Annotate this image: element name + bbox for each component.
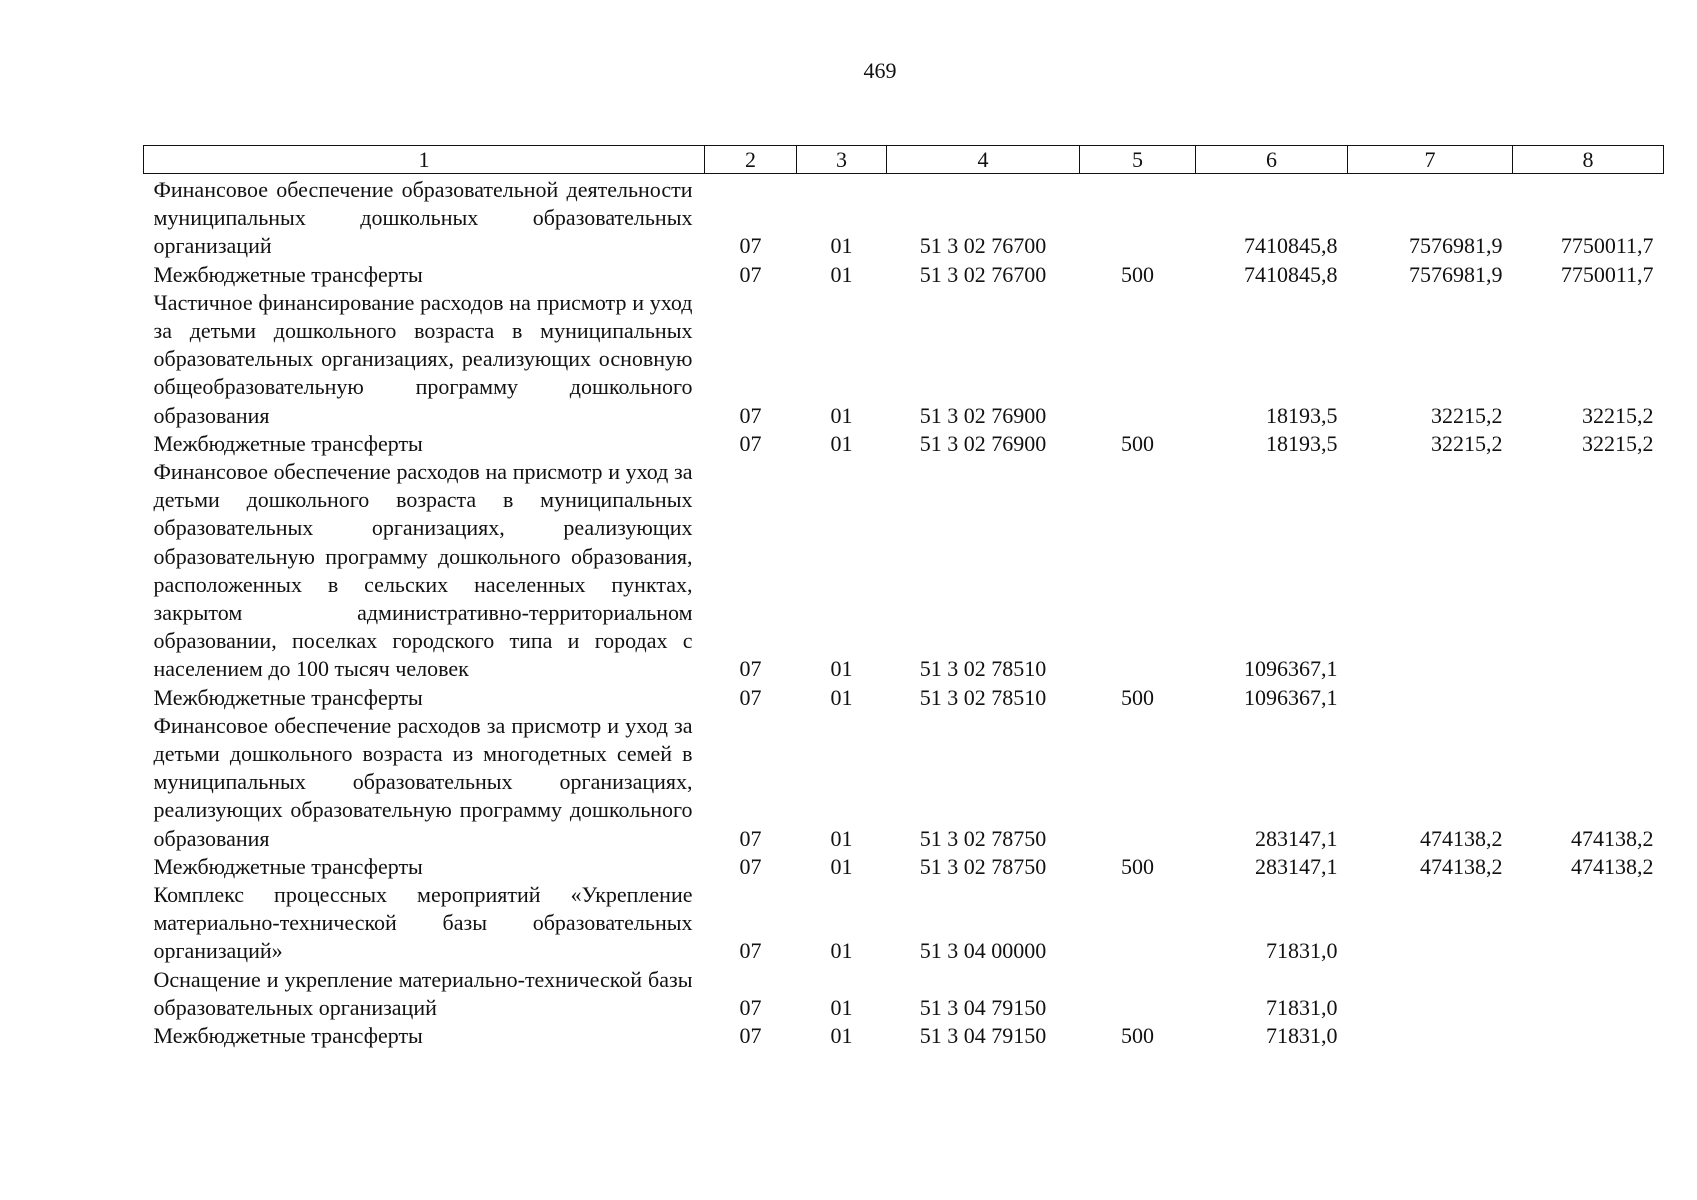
amount-col-7: 32215,2 — [1431, 430, 1503, 456]
table-body — [144, 174, 1664, 1051]
target-article-code: 51 3 02 78510 — [919, 656, 1047, 682]
expense-type-code — [1080, 458, 1196, 684]
target-article-code: 51 3 02 78750 — [919, 825, 1047, 851]
table-row — [144, 430, 1664, 458]
amount-col-8 — [1513, 458, 1664, 684]
column-header: 3 — [797, 146, 887, 174]
target-article-code: 51 3 02 76700 — [919, 233, 1047, 259]
row-name: Межбюджетные трансферты — [153, 684, 423, 710]
amount-col-6: 71831,0 — [1266, 938, 1338, 964]
section-code: 07 — [739, 938, 762, 964]
amount-col-6: 7410845,8 — [1244, 233, 1338, 259]
section-code: 07 — [739, 1023, 762, 1049]
amount-col-8: 7750011,7 — [1560, 261, 1654, 287]
subsection-code: 01 — [830, 656, 853, 682]
amount-col-8 — [1513, 966, 1664, 1022]
row-name: Межбюджетные трансферты — [153, 261, 423, 287]
table-row — [144, 881, 1664, 966]
expense-type-code: 500 — [1121, 430, 1154, 456]
target-article-code: 51 3 02 76900 — [919, 430, 1047, 456]
amount-col-8 — [1513, 1022, 1664, 1050]
row-name: Финансовое обеспечение расходов на присмотр и уход за детьми дошкольного возраста в муниципальных образовательных организациях, реализующих образовательную программу дошкольного образования, расположенных в сельских населенных пунктах, закрытом административно-территориальном образовании, поселках городского типа и городах с населением до 100 тысяч человек — [153, 459, 693, 682]
table-row — [144, 712, 1664, 853]
amount-col-6: 71831,0 — [1266, 1023, 1338, 1049]
section-code: 07 — [739, 233, 762, 259]
target-article-code: 51 3 02 78750 — [919, 853, 1047, 879]
amount-col-7: 474138,2 — [1420, 825, 1503, 851]
page-number: 469 — [863, 58, 897, 83]
column-number-header — [144, 146, 1664, 174]
row-name: Финансовое обеспечение образовательной деятельности муниципальных дошкольных образовательных организаций — [153, 177, 693, 259]
column-header: 8 — [1513, 146, 1664, 174]
amount-col-7: 474138,2 — [1420, 853, 1503, 879]
subsection-code: 01 — [830, 261, 853, 287]
table-row — [144, 176, 1664, 261]
row-name: Межбюджетные трансферты — [153, 1023, 423, 1049]
amount-col-6: 1096367,1 — [1244, 656, 1338, 682]
row-name: Межбюджетные трансферты — [153, 430, 423, 456]
amount-col-6: 71831,0 — [1266, 994, 1338, 1020]
subsection-code: 01 — [830, 853, 853, 879]
table-row — [144, 853, 1664, 881]
table-row — [144, 966, 1664, 1022]
section-code: 07 — [739, 684, 762, 710]
column-header: 4 — [887, 146, 1080, 174]
target-article-code: 51 3 02 76700 — [919, 261, 1047, 287]
section-code: 07 — [739, 430, 762, 456]
target-article-code: 51 3 02 76900 — [919, 402, 1047, 428]
expense-type-code — [1080, 289, 1196, 430]
expense-type-code: 500 — [1121, 853, 1154, 879]
expense-type-code — [1080, 966, 1196, 1022]
expense-type-code: 500 — [1121, 1023, 1154, 1049]
column-header: 6 — [1196, 146, 1348, 174]
amount-col-7: 32215,2 — [1431, 402, 1503, 428]
section-code: 07 — [739, 261, 762, 287]
amount-col-8 — [1513, 684, 1664, 712]
amount-col-8: 32215,2 — [1582, 402, 1654, 428]
row-name: Оснащение и укрепление материально-технической базы образовательных организаций — [153, 966, 693, 1020]
amount-col-8: 32215,2 — [1582, 430, 1654, 456]
row-name: Комплекс процессных мероприятий «Укрепление материально-технической базы образовательных организаций» — [153, 882, 693, 964]
amount-col-6: 1096367,1 — [1244, 684, 1338, 710]
subsection-code: 01 — [830, 825, 853, 851]
expense-type-code — [1080, 712, 1196, 853]
target-article-code: 51 3 04 79150 — [919, 1023, 1047, 1049]
expense-type-code: 500 — [1121, 684, 1154, 710]
subsection-code: 01 — [830, 430, 853, 456]
table-row — [144, 684, 1664, 712]
target-article-code: 51 3 04 79150 — [919, 994, 1047, 1020]
amount-col-7 — [1348, 684, 1513, 712]
target-article-code: 51 3 04 00000 — [919, 938, 1047, 964]
subsection-code: 01 — [830, 938, 853, 964]
subsection-code: 01 — [830, 402, 853, 428]
budget-table — [143, 145, 1664, 1050]
amount-col-7: 7576981,9 — [1409, 233, 1503, 259]
section-code: 07 — [739, 994, 762, 1020]
section-code: 07 — [739, 402, 762, 428]
row-name: Финансовое обеспечение расходов за присмотр и уход за детьми дошкольного возраста из многодетных семей в муниципальных образовательных организациях, реализующих образовательную программу дошкольного образования — [153, 712, 693, 851]
column-header: 2 — [705, 146, 797, 174]
amount-col-7 — [1348, 966, 1513, 1022]
amount-col-7 — [1348, 881, 1513, 966]
amount-col-8 — [1513, 881, 1664, 966]
table-row — [144, 458, 1664, 684]
column-header: 5 — [1080, 146, 1196, 174]
expense-type-code: 500 — [1121, 261, 1154, 287]
expense-type-code — [1080, 176, 1196, 261]
section-code: 07 — [739, 656, 762, 682]
subsection-code: 01 — [830, 233, 853, 259]
section-code: 07 — [739, 853, 762, 879]
amount-col-6: 283147,1 — [1255, 825, 1338, 851]
amount-col-8: 474138,2 — [1571, 825, 1654, 851]
column-header: 1 — [144, 146, 705, 174]
amount-col-7 — [1348, 458, 1513, 684]
amount-col-6: 283147,1 — [1255, 853, 1338, 879]
expense-type-code — [1080, 881, 1196, 966]
row-name: Межбюджетные трансферты — [153, 853, 423, 879]
amount-col-8: 474138,2 — [1571, 853, 1654, 879]
target-article-code: 51 3 02 78510 — [919, 684, 1047, 710]
subsection-code: 01 — [830, 994, 853, 1020]
amount-col-6: 7410845,8 — [1244, 261, 1338, 287]
section-code: 07 — [739, 825, 762, 851]
amount-col-8: 7750011,7 — [1560, 233, 1654, 259]
amount-col-6: 18193,5 — [1266, 430, 1338, 456]
amount-col-7 — [1348, 1022, 1513, 1050]
row-name: Частичное финансирование расходов на присмотр и уход за детьми дошкольного возраста в муниципальных образовательных организациях, реализующих основную общеобразовательную программу дошкольного образования — [153, 289, 693, 428]
table-row — [144, 289, 1664, 430]
subsection-code: 01 — [830, 1023, 853, 1049]
table-row — [144, 261, 1664, 289]
subsection-code: 01 — [830, 684, 853, 710]
amount-col-7: 7576981,9 — [1409, 261, 1503, 287]
column-header: 7 — [1348, 146, 1513, 174]
amount-col-6: 18193,5 — [1266, 402, 1338, 428]
table-row — [144, 1022, 1664, 1050]
